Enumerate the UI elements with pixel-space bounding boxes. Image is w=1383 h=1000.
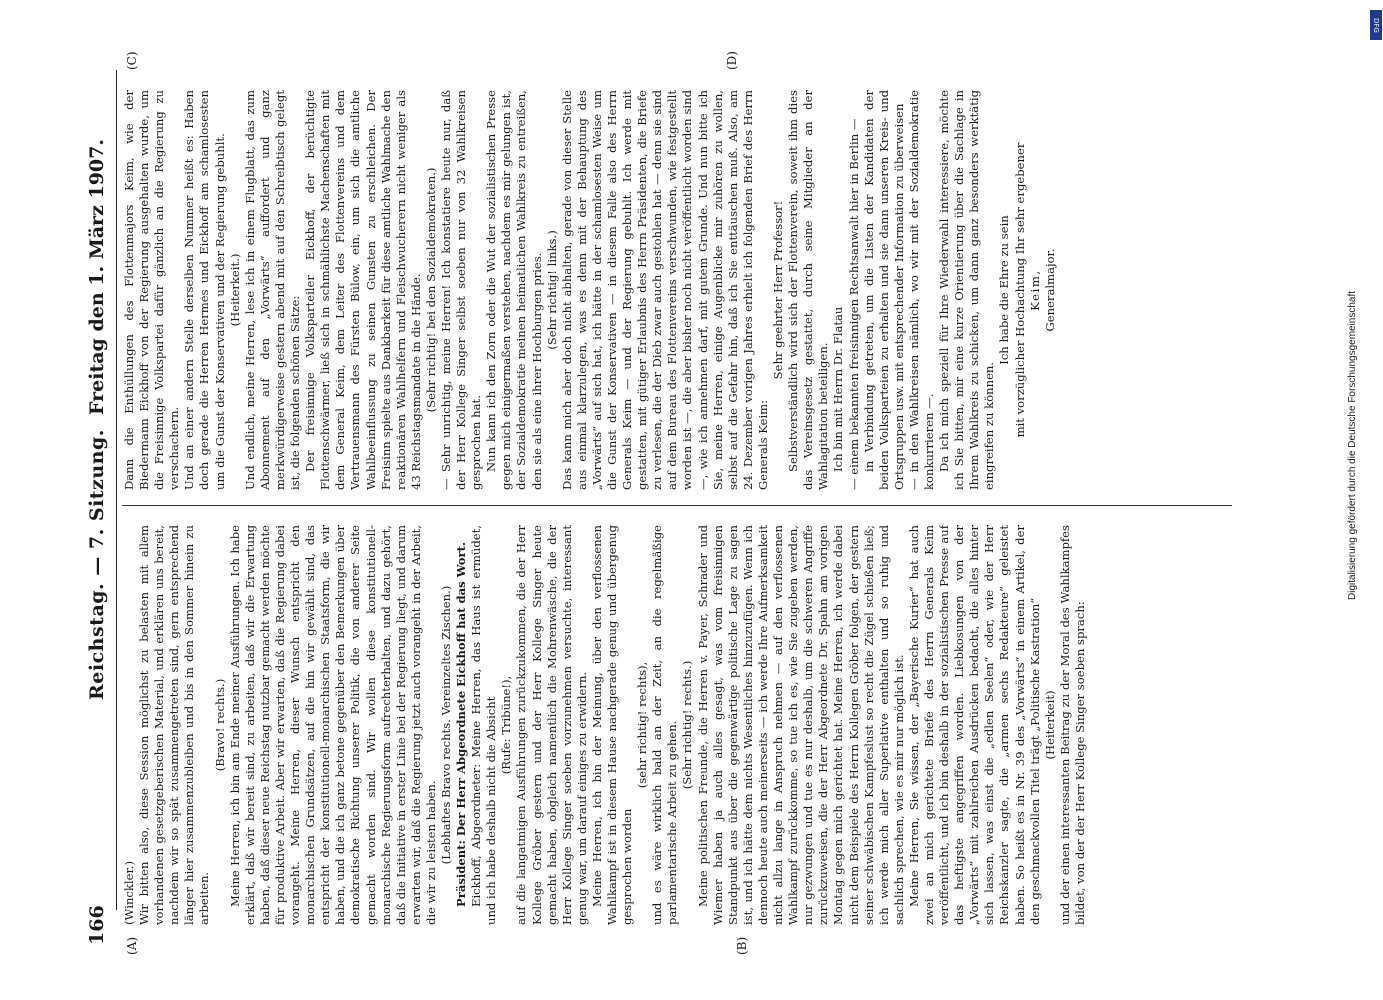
digitization-credit: Digitalisierung gefördert durch die Deutsche Forschungsgemeinschaft — [1347, 290, 1358, 600]
right-column-paragraph: Ich bin mit Herrn Dr. Flatau — [831, 306, 846, 472]
right-column-paragraph: — einem bekannten freisinnigen Rechtsanwalt hier in Berlin — — [846, 118, 861, 490]
right-column-paragraph: (Sehr richtig! bei den Sozialdemokraten.) — [423, 167, 438, 413]
right-column-paragraph: mit vorzüglicher Hochachtung Ihr sehr ergebener — [1012, 142, 1027, 438]
left-column-paragraph: Meine Herren, Sie wissen, der „Bayerische Kurier“ hat auch zwei an mich gerichtete Briefe des Herrn Generals Keim veröffentlicht, und ich bin deshalb in der sozialistischen Presse auf das heftigste angegriffen worden. Liebkosungen von der „Vorwärts“ mit zahlreichen Ausdrücken bedacht, die alles hinter sich lassen, was einst die „edlen Seelen“ oder, wie der Herr Reichskanzler sagte, die „armen sechs Redakteure“ geleistet haben. So heißt es in Nr. 39 des „Vorwärts“ in einem Artikel, der den geschmackvollen Titel trägt „Politische Kastration“ — [906, 525, 1042, 925]
right-column-paragraph: Selbstverständlich wird sich der Flottenverein, soweit ihm dies das Vereinsgesetz gestattet, durch seine Mitglieder an der Wahlagitation beteiligen. — [786, 90, 831, 490]
left-column-paragraph: Präsident: Der Herr Abgeordnete Eickhoff hat das Wort. — [454, 542, 469, 907]
left-column-paragraph: Meine Herren, ich bin am Ende meiner Ausführungen. Ich habe erklärt, daß wir bereit sind, zu arbeiten, daß wir die Erwartung haben, daß dieser neue Reichstag nutzbar gemacht werden möchte für produktive Arbeit. Aber wir erwarten, daß die Regierung dabei vorangeht. Meine Herren, dieser Wunsch entspricht den monarchischen Grundsätzen, auf die hin wir gewählt sind, das entspricht der konstitutionell-monarchischen Staatsform, die wir haben, und die ich ganz betone gegenüber den Bemerkungen über demokratische Richtung unserer Politik, die von anderer Seite gemacht worden sind. Wir wollen diese konstitutionell-monarchische Regierungsform aufrechterhalten, und dazu gehört, daß die Initiative in erster Linie bei der Regierung liegt, und darum erwarten wir, daß die Regierung jetzt auch vorangeht in der Arbeit, die wir zu leisten haben. — [227, 525, 438, 925]
left-column-paragraph: Wir bitten also, diese Session möglichst zu belasten mit allem vorhandenen gesetzgeberischen Material, und erklären uns bereit, nachdem wir so spät zusammengetreten sind, gern entsprechend länger hier zusammenzubleiben und bis in den Sommer hinein zu arbeiten. — [137, 525, 212, 925]
margin-marker-b: (B) — [735, 936, 749, 955]
left-column-paragraph: und es wäre wirklich bald an der Zeit, an die regelmäßige parlamentarische Arbeit zu gehen. — [650, 525, 680, 925]
right-column-paragraph: Dann die Enthüllungen des Flottenmajors Keim, wie der Biedermann Eickhoff von der Regierung ausgehalten wurde, um die Freisinnige Volkspartei dafür gänzlich an die Regierung zu verschachern. — [122, 90, 182, 490]
left-column-paragraph: auf die langatmigen Ausführungen zurückzukommen, die der Herr Kollege Gröber gestern und der Herr Kollege Singer heute gemacht haben, obgleich namentlich die Mohrenwäsche, die der Herr Kollege Singer soeben vorzunehmen versuchte, interessant genug war, um darauf einiges zu erwidern. — [514, 525, 589, 925]
margin-marker-a: (A) — [125, 936, 139, 955]
left-column-paragraph: und der einen interessanten Beitrag zu der Moral des Wahlkampfes bildet, von der der Herr Kollege Singer soeben sprach: — [1057, 525, 1087, 925]
right-column-paragraph: Das kann mich aber doch nicht abhalten, gerade von dieser Stelle aus einmal klarzulegen, was es denn mit der Behauptung des „Vorwärts“ auf sich hat, ich hätte in der schamlosesten Weise um die Gunst der Konservativen — in diesem Falle also des Herrn Generals Keim — und der Regierung gebuhlt. Ich werde mit gestatten, mit gütiger Erlaubnis des Herrn Präsidenten, die Briefe zu verlesen, die der Dieb zwar auch gestohlen hat — denn sie sind auf dem Bureau des Flottenvereins verschwunden, wie festgestellt worden ist —, die aber bisher noch nicht veröffentlicht worden sind —, wie ich annehmen darf, mit gutem Grunde. Und nun bitte ich Sie, meine Herren, einige Augenblicke mir zuhören zu wollen, selbst auf die Gefahr hin, daß ich Sie enttäuschen muß. Also, am 24. Dezember vorigen Jahres erhielt ich folgenden Brief des Herrn Generals Keim: — [559, 90, 770, 490]
right-column-paragraph: Da ich mich speziell für Ihre Wiederwahl interessiere, möchte ich Sie bitten, mir eine kurze Orientierung über die Sachlage in Ihrem Wahlkreis zu schicken, um dann ganz besonders werktätig eingreifen zu können. — [937, 90, 997, 490]
left-column-paragraph: Meine politischen Freunde, die Herren v. Payer, Schrader und Wiemer haben ja auch alles gesagt, was vom freisinnigen Standpunkt aus über die gegenwärtige politische Lage zu sagen ist, und ich hätte dem nichts Wesentliches hinzuzufügen. Wenn ich dennoch heute auch meinerseits — ich werde Ihre Aufmerksamkeit nicht allzu lange in Anspruch nehmen — auf den verflossenen Wahlkampf zurückkomme, so tue ich es, wie Sie zugeben werden, nur gezwungen und tue es nur deshalb, um die schweren Angriffe zurückzuweisen, die der Herr Abgeordnete Dr. Spahn am vorigen Montag gegen mich gerichtet hat. Meine Herren, ich werde dabei nicht dem Beispiele des Herrn Kollegen Gröber folgen, der gestern seiner schwäbischen Kampfeslust so recht die Zügel schießen ließ; ich werde mich aller Superlative enthalten und so ruhig und sachlich sprechen, wie es mir nur möglich ist. — [695, 525, 906, 925]
left-column-paragraph: (Sehr richtig! rechts.) — [680, 660, 695, 790]
left-column-paragraph: Eickhoff, Abgeordneter: Meine Herren, das Haus ist ermüdet, und ich habe deshalb nicht die Absicht — [469, 525, 499, 925]
left-column-paragraph: (Rufe: Tribüne!), — [499, 675, 514, 775]
right-column-paragraph: Ich habe die Ehre zu sein — [997, 215, 1012, 365]
header-rule — [116, 70, 117, 910]
page-number: 166 — [86, 905, 108, 945]
right-column-paragraph: Sehr geehrter Herr Professor! — [771, 200, 786, 380]
left-column-paragraph: (Winckler.) — [122, 861, 136, 925]
right-column-paragraph: in Verbindung getreten, um die Listen der Kandidaten der beiden Volksparteien zu erhalten und sie dann unseren Kreis- und Ortsgruppen usw. mit entsprechender Information zu überweisen — [861, 90, 906, 490]
right-column-paragraph: Keim, — [1027, 269, 1042, 311]
margin-marker-d: (D) — [725, 51, 739, 70]
right-column-paragraph: (Heiterkeit.) — [227, 253, 242, 327]
left-text-column — [122, 525, 1232, 925]
right-text-column — [122, 90, 1232, 490]
left-column-paragraph: Meine Herren, ich bin der Meinung, über den verflossenen Wahlkampf ist in diesem Hause nachgerade genug und übergenug gesprochen worden — [589, 525, 635, 925]
left-column-paragraph: (Bravo! rechts.) — [212, 678, 227, 772]
left-column-paragraph: (Heiterkeit) — [1042, 690, 1057, 760]
left-column-paragraph: (sehr richtig! rechts), — [635, 661, 650, 789]
right-column-paragraph: Nun kann ich den Zorn oder die Wut der sozialistischen Presse gegen mich einigermaßen verstehen, nachdem es mir gelungen ist, der Sozialdemokratie meinen heimatlichen Wahlkreis zu entreißen, den sie als eine ihrer Hochburgen pries. — [484, 90, 544, 490]
right-column-paragraph: Und endlich, meine Herren, lese ich in einem Flugblatt, das zum Abonnement auf den „Vorwärts“ auffordert und ganz merkwürdigerweise gestern abend mit auf den Schreibtisch gelegt ist, die folgenden schönen Sätze: — [242, 90, 303, 490]
dfg-logo: DFG — [1370, 10, 1382, 40]
right-column-paragraph: — in den Wahlkreisen nämlich, wo wir mit der Sozialdemokratie konkurrieren —. — [906, 90, 936, 490]
left-column-paragraph: (Lebhaftes Bravo rechts. Vereinzeltes Zischen.) — [438, 585, 453, 865]
right-column-paragraph: — Sehr unrichtig, meine Herren! Ich konstatiere heute nur, daß der Herr Kollege Singer selbst soeben nur von 32 Wahlkreisen gesprochen hat. — [438, 90, 484, 490]
session-date: Freitag den 1. März 1907. — [86, 139, 108, 415]
right-column-paragraph: Und an einer andern Stelle derselben Nummer heißt es: Haben doch gerade die Herren Hermes und Eickhoff am schamlosesten um die Gunst der Konservativen und der Regierung gebuhlt. — [182, 90, 227, 490]
column-divider — [122, 505, 1232, 506]
session-title: Reichstag. — 7. Sitzung. — [86, 429, 108, 700]
page-header — [80, 0, 118, 1000]
right-column-paragraph: Generalmajor. — [1042, 248, 1057, 332]
right-column-paragraph: Der freisinnige Volksparteiler Eickhoff, der berüchtigte Flottenschwärmer, ließ sich in schmählichste Machenschaften mit dem General Keim, dem Leiter des Flottenvereins und dem Vertrauensmann des Fürsten Bülow, ein, um sich die amtliche Wahlbeeinflussung zu seinen Gunsten zu erschleichen. Der Freisinn spielte aus Dankbarkeit für diese amtliche Wahlmache den reaktionären Wahlhelfern und Fleischwucherern nicht weniger als 43 Reichstagsmandate in die Hände. — [303, 90, 423, 490]
margin-marker-c: (C) — [125, 51, 139, 70]
right-column-paragraph: (Sehr richtig! links.) — [544, 230, 559, 350]
